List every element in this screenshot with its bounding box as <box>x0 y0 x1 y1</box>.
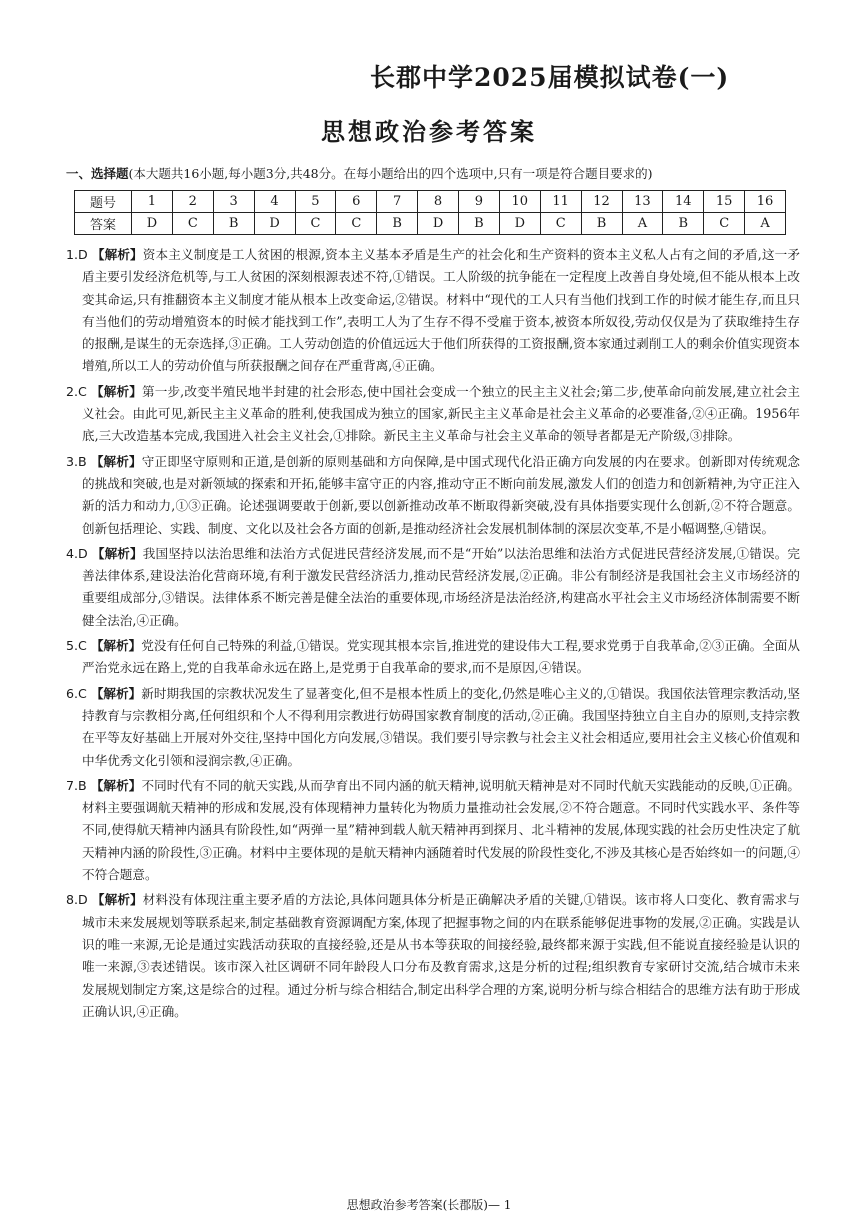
row-label-answer: 答案 <box>75 213 132 235</box>
question-number-cell: 4 <box>254 191 295 213</box>
answer-row <box>75 213 786 235</box>
row-label-question-number: 题号 <box>75 191 132 213</box>
item-number: 7.B <box>66 777 87 793</box>
answer-cell: C <box>295 213 336 235</box>
answer-explanations <box>66 244 800 1026</box>
analysis-tag: 【解析】 <box>90 685 142 701</box>
answer-cell: B <box>377 213 418 235</box>
item-text: 党没有任何自己特殊的利益,①错误。党实现其根本宗旨,推进党的建设伟大工程,要求党勇于自我革命,②③正确。全面从严治党永远在路上,党的自我革命永远在路上,是党勇于自我革命的要求,而不是原因,④错误。 <box>82 638 801 676</box>
answer-explanation-item <box>66 381 800 448</box>
page-footer: 思想政治参考答案(长郡版)— 1 <box>346 1198 512 1212</box>
question-number-row <box>75 191 786 213</box>
question-number-cell: 13 <box>622 191 663 213</box>
page-title: 思想政治参考答案 <box>321 118 537 146</box>
item-text: 资本主义制度是工人贫困的根源,资本主义基本矛盾是生产的社会化和生产资料的资本主义私人占有之间的矛盾,这一矛盾主要引发经济危机等,与工人贫困的深刻根源表述不符,①错误。工人阶级的抗争能在一定程度上改善自身处境,但不能从根本上改变其命运,只有推翻资本主义制度才能从根本上改变命运,②错误。材料中“现代的工人只有当他们找到工作的时候才能生存,而且只有当他们的劳动增殖资本的时候才能找到工作”,表明工人为了生存不得不受雇于资本,被资本所奴役,劳动仅仅是为了获取维持生存的报酬,是谋生的无奈选择,③正确。工人劳动创造的价值远远大于他们所获得的工资报酬,资本家通过剥削工人的剩余价值实现资本增殖,所以工人的劳动价值与所获报酬之间存在严重背离,④正确。 <box>82 247 800 374</box>
answer-cell: B <box>459 213 500 235</box>
section-heading-label: 一、选择题 <box>66 166 129 181</box>
answer-cell: C <box>704 213 745 235</box>
answer-explanation-item <box>66 244 800 378</box>
answer-cell: A <box>622 213 663 235</box>
item-text: 守正即坚守原则和正道,是创新的原则基础和方向保障,是中国式现代化沿正确方向发展的内在要求。创新即对传统观念的挑战和突破,也是对新领域的探索和开拓,能够丰富守正的内容,推动守正不断向前发展,激发人们的创造力和创新精神,为守正注入新的活力和动力,①③正确。论述强调要敢于创新,要以创新推动改革不断取得新突破,没有具体指要实现什么创新,②不符合题意。创新包括理论、实践、制度、文化以及社会各方面的创新,是推动经济社会发展机制体制的深层次变革,不是小幅调整,④错误。 <box>82 453 800 536</box>
item-number: 3.B <box>66 453 87 469</box>
analysis-tag: 【解析】 <box>90 383 142 399</box>
question-number-cell: 14 <box>663 191 704 213</box>
question-number-cell: 9 <box>459 191 500 213</box>
analysis-tag: 【解析】 <box>91 545 143 561</box>
question-number-cell: 11 <box>540 191 581 213</box>
item-text: 我国坚持以法治思维和法治方式促进民营经济发展,而不是“开始”以法治思维和法治方式促进民营经济发展,①错误。完善法律体系,建设法治化营商环境,有利于激发民营经济活力,推动民营经济发展,②正确。非公有制经济是我国社会主义市场经济的重要组成部分,③错误。法律体系不断完善是健全法治的重要体现,市场经济是法治经济,构建高水平社会主义市场经济体制需要不断健全法治,④正确。 <box>82 545 801 628</box>
answer-explanation-item <box>66 775 800 886</box>
item-number: 2.C <box>66 383 87 399</box>
question-number-cell: 2 <box>172 191 213 213</box>
item-number: 8.D <box>66 892 88 908</box>
question-number-cell: 8 <box>418 191 459 213</box>
item-number: 1.D <box>66 247 88 262</box>
analysis-tag: 【解析】 <box>90 638 142 654</box>
answer-explanation-item <box>66 889 800 1023</box>
analysis-tag: 【解析】 <box>91 247 143 262</box>
answer-cell: B <box>581 213 622 235</box>
analysis-tag: 【解析】 <box>90 777 142 793</box>
item-number: 6.C <box>66 685 87 701</box>
answer-cell: D <box>418 213 459 235</box>
answer-cell: B <box>663 213 704 235</box>
question-number-cell: 15 <box>704 191 745 213</box>
question-number-cell: 12 <box>581 191 622 213</box>
answer-explanation-item <box>66 451 800 540</box>
answer-cell: C <box>172 213 213 235</box>
answer-cell: C <box>540 213 581 235</box>
question-number-cell: 16 <box>745 191 786 213</box>
item-text: 材料没有体现注重主要矛盾的方法论,具体问题具体分析是正确解决矛盾的关键,①错误。该市将人口变化、教育需求与城市未来发展规划等联系起来,制定基础教育资源调配方案,体现了把握事物之间的内在联系能够促进事物的发展,②正确。实践是认识的唯一来源,无论是通过实践活动获取的直接经验,还是从书本等获取的间接经验,最终都来源于实践,但不能说直接经验是认识的唯一来源,③表述错误。该市深入社区调研不同年龄段人口分布及教育需求,这是分析的过程;组织教育专家研讨交流,结合城市未来发展规划制定方案,这是综合的过程。通过分析与综合相结合,制定出科学合理的方案,说明分析与综合相结合的思维方法有助于形成正确认识,④正确。 <box>82 892 800 1019</box>
analysis-tag: 【解析】 <box>91 892 143 908</box>
section-heading-note: (本大题共16小题,每小题3分,共48分。在每小题给出的四个选项中,只有一项是符合题目要求的) <box>128 166 653 181</box>
answer-cell: B <box>213 213 254 235</box>
item-text: 第一步,改变半殖民地半封建的社会形态,使中国社会变成一个独立的民主主义社会;第二步,使革命向前发展,建立社会主义社会。由此可见,新民主主义革命的胜利,使我国成为独立的国家,新民主主义革命是社会主义革命的必要准备,②④正确。1956年底,三大改造基本完成,我国进入社会主义社会,①排除。新民主主义革命与社会主义革命的领导者都是无产阶级,③排除。 <box>82 383 800 444</box>
answer-cell: A <box>745 213 786 235</box>
item-number: 4.D <box>66 545 88 561</box>
item-text: 新时期我国的宗教状况发生了显著变化,但不是根本性质上的变化,仍然是唯心主义的,①错误。我国依法管理宗教活动,坚持教育与宗教相分离,任何组织和个人不得利用宗教进行妨碍国家教育制度的活动,②正确。我国坚持独立自主自办的原则,支持宗教在平等友好基础上开展对外交往,坚持中国化方向发展,③错误。我们要引导宗教与社会主义社会相适应,要用社会主义核心价值观和中华优秀文化引领和浸润宗教,④正确。 <box>82 685 801 768</box>
answer-explanation-item <box>66 635 800 680</box>
item-text: 不同时代有不同的航天实践,从而孕育出不同内涵的航天精神,说明航天精神是对不同时代航天实践能动的反映,①正确。材料主要强调航天精神的形成和发展,没有体现精神力量转化为物质力量推动社会发展,②不符合题意。不同时代实践水平、条件等不同,使得航天精神内涵具有阶段性,如“两弹一星”精神到载人航天精神再到探月、北斗精神的发展,体现实践的社会历史性决定了航天精神内涵的阶段性,③正确。材料中主要体现的是航天精神内涵随着时代发展的阶段性变化,不涉及其核心是否始终如一的问题,④不符合题意。 <box>82 777 800 883</box>
question-number-cell: 5 <box>295 191 336 213</box>
question-number-cell: 6 <box>336 191 377 213</box>
answer-explanation-item <box>66 543 800 632</box>
answer-cell: C <box>336 213 377 235</box>
question-number-cell: 3 <box>213 191 254 213</box>
question-number-cell: 10 <box>499 191 540 213</box>
school-exam-title: 长郡中学2025届模拟试卷(一) <box>370 63 730 92</box>
question-number-cell: 7 <box>377 191 418 213</box>
answer-cell: D <box>254 213 295 235</box>
section-heading <box>66 164 846 182</box>
answer-table <box>74 190 786 235</box>
question-number-cell: 1 <box>132 191 173 213</box>
answer-explanation-item <box>66 683 800 772</box>
answer-cell: D <box>499 213 540 235</box>
answer-cell: D <box>132 213 173 235</box>
item-number: 5.C <box>66 638 87 654</box>
analysis-tag: 【解析】 <box>90 453 142 469</box>
